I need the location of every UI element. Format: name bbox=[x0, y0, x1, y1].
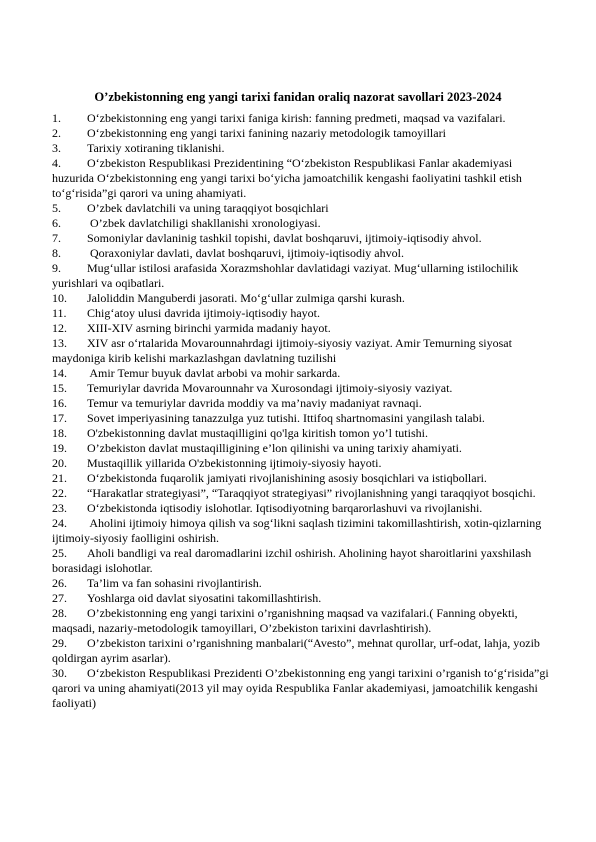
question-number: 21. bbox=[52, 471, 67, 485]
question-number: 3. bbox=[52, 141, 61, 155]
question-text: Somoniylar davlaninig tashkil topishi, davlat boshqaruvi, ijtimoiy-iqtisodiy ahvol. bbox=[87, 231, 482, 245]
question-item bbox=[52, 366, 552, 381]
question-item bbox=[52, 666, 552, 711]
question-number: 7. bbox=[52, 231, 61, 245]
question-text: O‘zbekistonda iqtisodiy islohotlar. Iqtisodiyotning barqarorlashuvi va rivojlanishi. bbox=[87, 501, 483, 515]
question-text: Temuriylar davrida Movarounnahr va Xurosondagi ijtimoiy-siyosiy vaziyat. bbox=[87, 381, 453, 395]
question-list bbox=[52, 111, 552, 711]
question-text: Chig‘atoy ulusi davrida ijtimoiy-iqtisodiy hayot. bbox=[87, 306, 320, 320]
question-number: 27. bbox=[52, 591, 67, 605]
question-number: 15. bbox=[52, 381, 67, 395]
question-item bbox=[52, 216, 552, 231]
question-number: 16. bbox=[52, 396, 67, 410]
question-number: 4. bbox=[52, 156, 61, 170]
question-number: 29. bbox=[52, 636, 67, 650]
question-number: 6. bbox=[52, 216, 61, 230]
question-item bbox=[52, 441, 552, 456]
question-item bbox=[52, 291, 552, 306]
question-item bbox=[52, 636, 552, 666]
question-item bbox=[52, 381, 552, 396]
question-number: 14. bbox=[52, 366, 67, 380]
question-text: O’zbek davlatchili va uning taraqqiyot bosqichlari bbox=[87, 201, 329, 215]
question-number: 18. bbox=[52, 426, 67, 440]
question-item bbox=[52, 306, 552, 321]
question-item bbox=[52, 201, 552, 216]
question-text: “Harakatlar strategiyasi”, “Taraqqiyot strategiyasi” rivojlanishning yangi taraqqiyot bosqichi. bbox=[87, 486, 536, 500]
question-number: 11. bbox=[52, 306, 67, 320]
question-item bbox=[52, 261, 552, 291]
question-number: 23. bbox=[52, 501, 67, 515]
question-text: XIII-XIV asrning birinchi yarmida madaniy hayot. bbox=[87, 321, 331, 335]
question-item bbox=[52, 426, 552, 441]
question-item bbox=[52, 111, 552, 126]
question-item bbox=[52, 141, 552, 156]
question-number: 5. bbox=[52, 201, 61, 215]
question-number: 17. bbox=[52, 411, 67, 425]
question-text: Jaloliddin Manguberdi jasorati. Mo‘g‘ullar zulmiga qarshi kurash. bbox=[87, 291, 405, 305]
question-number: 2. bbox=[52, 126, 61, 140]
question-number: 28. bbox=[52, 606, 67, 620]
question-item bbox=[52, 471, 552, 486]
question-text: O‘zbekiston Respublikasi Prezidenti O’zbekistonning eng yangi tarixini o’rganish to‘g‘risida”gi qarori va uning ahamiyati(2013 yil may oyida Respublika Fanlar akademiyasi, jamoatchilik kengashi faoliyati) bbox=[52, 666, 549, 710]
question-text: Ta’lim va fan sohasini rivojlantirish. bbox=[87, 576, 262, 590]
question-text: O‘zbekistonda fuqarolik jamiyati rivojlanishining asosiy bosqichlari va istiqbollari. bbox=[87, 471, 487, 485]
question-text: O’zbek davlatchiligi shakllanishi xronologiyasi. bbox=[87, 216, 321, 230]
question-text: Aholini ijtimoiy himoya qilish va sog‘likni saqlash tizimini takomillashtirish, xotin-qizlarning ijtimoiy-siyosiy faolligini oshirish. bbox=[52, 516, 542, 545]
question-item bbox=[52, 156, 552, 201]
question-number: 26. bbox=[52, 576, 67, 590]
question-item bbox=[52, 591, 552, 606]
question-number: 22. bbox=[52, 486, 67, 500]
question-text: Temur va temuriylar davrida moddiy va ma’naviy madaniyat ravnaqi. bbox=[87, 396, 422, 410]
question-number: 24. bbox=[52, 516, 67, 530]
question-text: O‘zbekistonning eng yangi tarixi fanining nazariy metodologik tamoyillari bbox=[87, 126, 446, 140]
question-text: Tarixiy xotiraning tiklanishi. bbox=[87, 141, 225, 155]
question-number: 12. bbox=[52, 321, 67, 335]
document-title: O’zbekistonning eng yangi tarixi fanidan oraliq nazorat savollari 2023-2024 bbox=[94, 90, 502, 104]
question-item bbox=[52, 501, 552, 516]
question-item bbox=[52, 396, 552, 411]
question-item bbox=[52, 246, 552, 261]
question-item bbox=[52, 336, 552, 366]
question-text: O’zbekiston davlat mustaqilligining e’lon qilinishi va uning tarixiy ahamiyati. bbox=[87, 441, 462, 455]
question-item bbox=[52, 546, 552, 576]
question-text: Mustaqillik yillarida O'zbekistonning ijtimoiy-siyosiy hayoti. bbox=[87, 456, 382, 470]
question-number: 20. bbox=[52, 456, 67, 470]
question-number: 19. bbox=[52, 441, 67, 455]
question-number: 1. bbox=[52, 111, 61, 125]
question-item bbox=[52, 516, 552, 546]
question-item bbox=[52, 576, 552, 591]
question-item bbox=[52, 486, 552, 501]
question-text: O‘zbekistonning eng yangi tarixi faniga kirish: fanning predmeti, maqsad va vazifalari. bbox=[87, 111, 506, 125]
question-item bbox=[52, 231, 552, 246]
question-text: O’zbekiston tarixini o’rganishning manbalari(“Avesto”, mehnat qurollar, urf-odat, lahja, yozib qoldirgan ayrim asarlar). bbox=[52, 636, 540, 665]
question-text: Qoraxoniylar davlati, davlat boshqaruvi, ijtimoiy-iqtisodiy ahvol. bbox=[87, 246, 404, 260]
question-number: 8. bbox=[52, 246, 61, 260]
question-item bbox=[52, 411, 552, 426]
question-text: Aholi bandligi va real daromadlarini izchil oshirish. Aholining hayot sharoitlarini yaxshilash borasidagi islohotlar. bbox=[52, 546, 532, 575]
question-text: O‘zbekiston Respublikasi Prezidentining “O‘zbekiston Respublikasi Fanlar akademiyasi huzurida O‘zbekistonning eng yangi tarixi bo‘yicha jamoatchilik kengashi faoliyatini tashkil etish to‘g‘risida”gi qarori va uning ahamiyati. bbox=[52, 156, 522, 200]
question-number: 10. bbox=[52, 291, 67, 305]
question-item bbox=[52, 321, 552, 336]
question-item bbox=[52, 126, 552, 141]
question-number: 30. bbox=[52, 666, 67, 680]
question-text: Sovet imperiyasining tanazzulga yuz tutishi. Ittifoq shartnomasini yangilash talabi. bbox=[87, 411, 485, 425]
question-text: Mug‘ullar istilosi arafasida Xorazmshohlar davlatidagi vaziyat. Mug‘ullarning istilochilik yurishlari va oqibatlari. bbox=[52, 261, 519, 290]
question-number: 9. bbox=[52, 261, 61, 275]
question-text: Yoshlarga oid davlat siyosatini takomillashtirish. bbox=[87, 591, 322, 605]
question-text: O'zbekistonning davlat mustaqilligini qo'lga kiritish tomon yo’l tutishi. bbox=[87, 426, 428, 440]
question-number: 13. bbox=[52, 336, 67, 350]
question-text: Amir Temur buyuk davlat arbobi va mohir sarkarda. bbox=[87, 366, 341, 380]
question-text: O’zbekistonning eng yangi tarixini o’rganishning maqsad va vazifalari.( Fanning obyekti, maqsadi, nazariy-metodologik tamoyillari, O’zbekiston tarixini davrlashtirish). bbox=[52, 606, 518, 635]
question-number: 25. bbox=[52, 546, 67, 560]
question-item bbox=[52, 456, 552, 471]
question-item bbox=[52, 606, 552, 636]
question-text: XIV asr o‘rtalarida Movarounnahrdagi ijtimoiy-siyosiy vaziyat. Amir Temurning siyosat maydoniga kirib kelishi markazlashgan davlatning tuzilishi bbox=[52, 336, 512, 365]
